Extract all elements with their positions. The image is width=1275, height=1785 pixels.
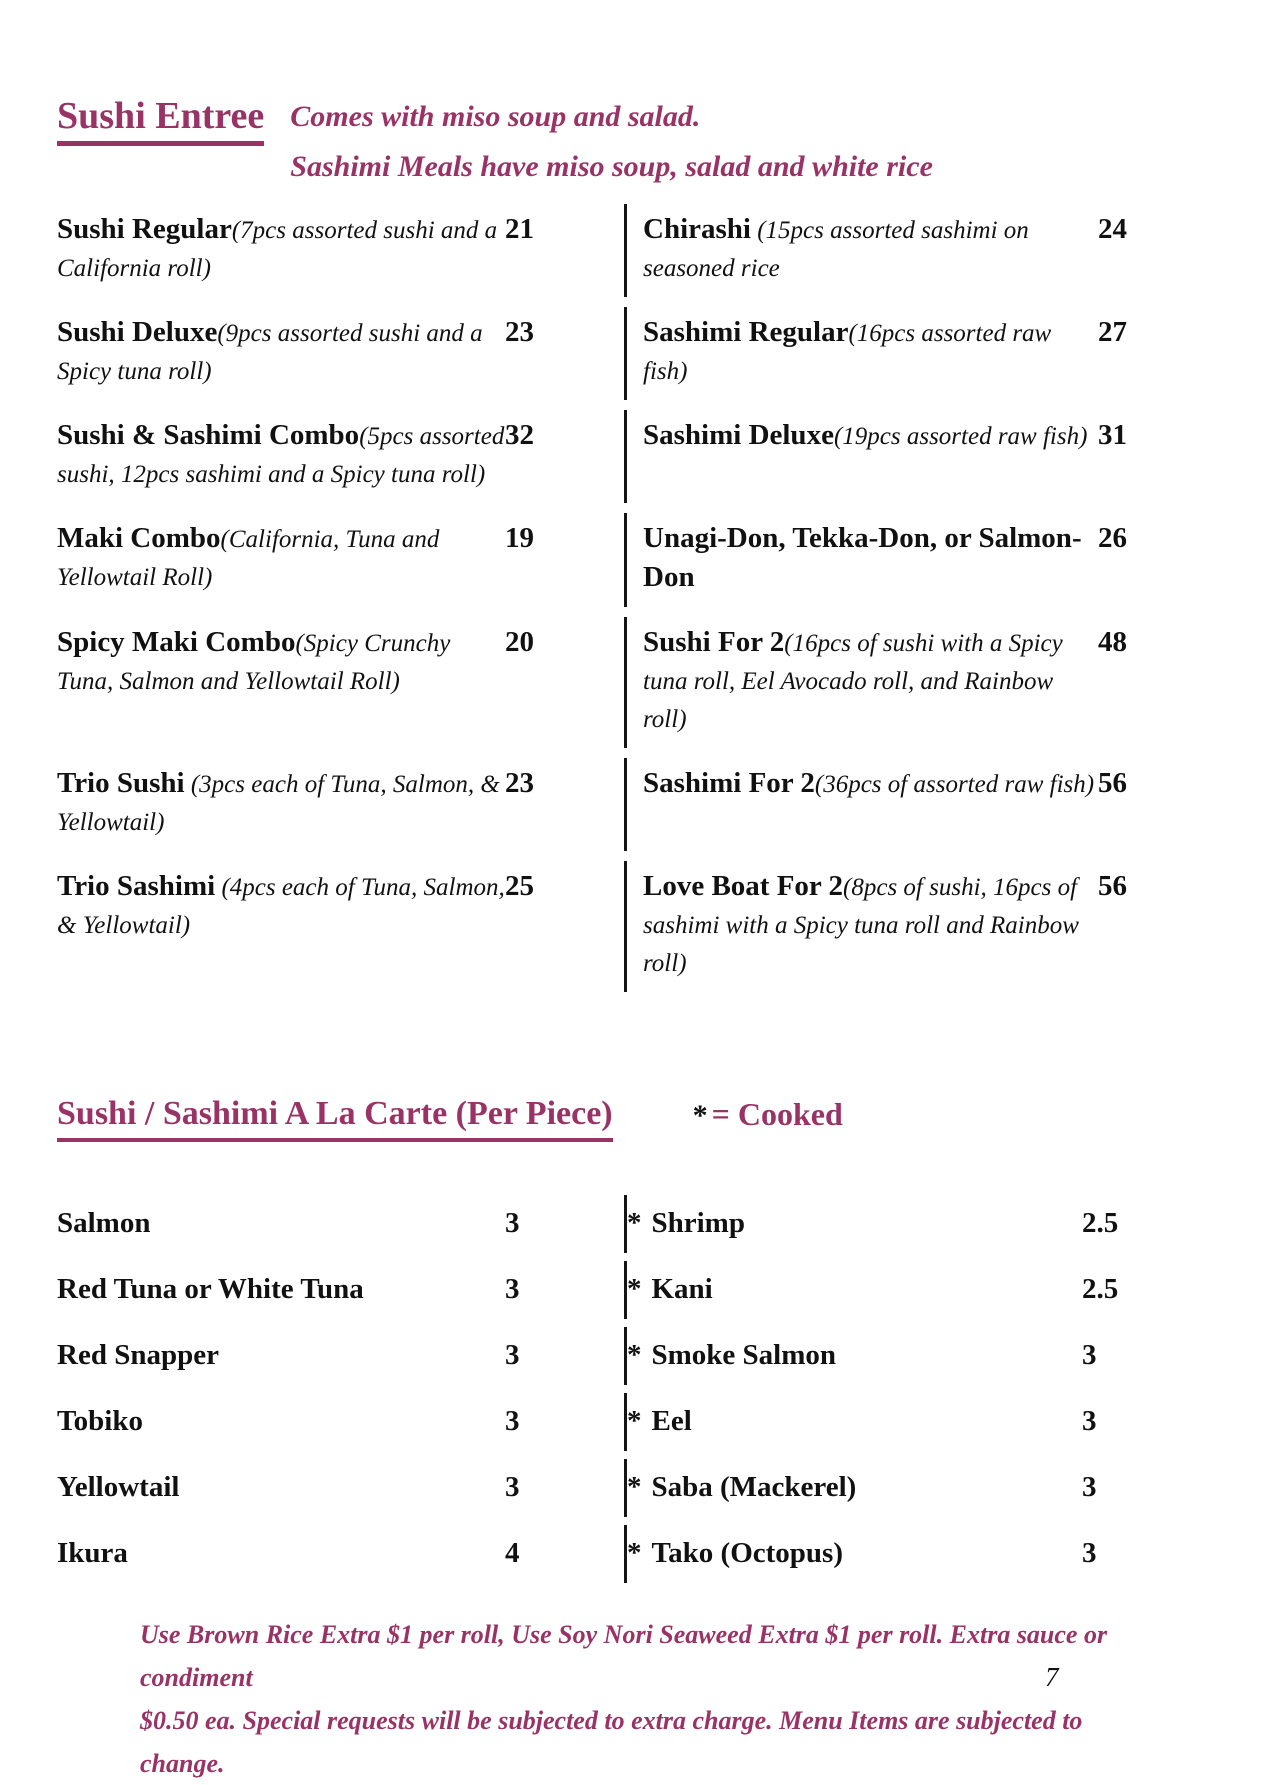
item-desc: (5pcs assorted sushi, 12pcs sashimi and a Spicy tuna roll)	[57, 423, 505, 488]
item-price: 2.5	[1082, 1207, 1119, 1239]
menu-item	[57, 1195, 624, 1253]
item-name: Sushi Regular	[57, 213, 232, 245]
item-price: 23	[505, 767, 534, 799]
cooked-star: *	[627, 1537, 642, 1569]
item-name: Tako (Octopus)	[651, 1537, 844, 1569]
item-price: 56	[1098, 767, 1127, 799]
cooked-star: *	[627, 1405, 642, 1437]
item-price: 21	[505, 213, 534, 245]
menu-item	[624, 1327, 1140, 1385]
cooked-star: *	[627, 1273, 642, 1305]
item-name: Trio Sashimi	[57, 870, 216, 902]
menu-item	[57, 1525, 624, 1583]
item-name: Yellowtail	[57, 1471, 180, 1503]
item-desc: (8pcs of sushi, 16pcs of sashimi with a Spicy tuna roll and Rainbow roll)	[643, 874, 1079, 977]
menu-item	[624, 204, 1140, 297]
item-name: Shrimp	[651, 1207, 745, 1239]
menu-item	[57, 204, 624, 297]
cooked-legend-text: = Cooked	[711, 1096, 843, 1132]
item-price: 19	[505, 522, 534, 554]
item-price: 23	[505, 316, 534, 348]
item-name: Sushi For 2	[643, 626, 785, 658]
item-name: Unagi-Don, Tekka-Don, or Salmon-Don	[643, 522, 1082, 593]
item-desc: (16pcs assorted raw fish)	[643, 320, 1052, 385]
item-price: 32	[505, 419, 534, 451]
item-name: Tobiko	[57, 1405, 143, 1437]
menu-item	[57, 861, 624, 992]
menu-item	[57, 758, 624, 851]
item-name: Sushi Deluxe	[57, 316, 218, 348]
item-desc: (15pcs assorted sashimi on seasoned rice	[643, 217, 1029, 282]
item-name: Sushi & Sashimi Combo	[57, 419, 360, 451]
page-number: 7	[1045, 1662, 1059, 1692]
item-price: 2.5	[1082, 1273, 1119, 1305]
cooked-star: *	[627, 1339, 642, 1371]
footer-note-line1: Use Brown Rice Extra $1 per roll, Use Soy Nori Seaweed Extra $1 per roll. Extra sauce or condiment	[140, 1620, 1108, 1692]
item-name: Eel	[651, 1405, 692, 1437]
menu-item	[57, 1327, 624, 1385]
item-name: Love Boat For 2	[643, 870, 844, 902]
menu-item	[624, 307, 1140, 400]
item-price: 25	[505, 870, 534, 902]
item-price: 31	[1098, 419, 1127, 451]
menu-item	[624, 1261, 1140, 1319]
menu-item	[624, 513, 1140, 607]
menu-item	[624, 758, 1140, 851]
menu-item	[57, 307, 624, 400]
item-desc: (3pcs each of Tuna, Salmon, & Yellowtail)	[57, 771, 500, 836]
item-name: Sashimi Deluxe	[643, 419, 834, 451]
item-desc: (Spicy Crunchy Tuna, Salmon and Yellowtail Roll)	[57, 630, 451, 695]
footer-note-line2: $0.50 ea. Special requests will be subjected to extra charge. Menu Items are subjected to change.	[140, 1706, 1083, 1778]
menu-item	[57, 1261, 624, 1319]
item-name: Ikura	[57, 1537, 128, 1569]
menu-item	[624, 1195, 1140, 1253]
item-desc: (California, Tuna and Yellowtail Roll)	[57, 526, 440, 591]
entree-subtitle-line2: Sashimi Meals have miso soup, salad and white rice	[290, 150, 933, 183]
cooked-star: *	[627, 1207, 642, 1239]
item-price: 4	[505, 1537, 520, 1569]
menu-item	[57, 1393, 624, 1451]
item-price: 3	[505, 1405, 520, 1437]
entree-subtitle	[290, 92, 933, 192]
menu-item	[57, 410, 624, 503]
item-price: 26	[1098, 522, 1127, 554]
item-price: 20	[505, 626, 534, 658]
cooked-legend	[693, 1092, 843, 1143]
item-name: Chirashi	[643, 213, 751, 245]
menu-item	[624, 1525, 1140, 1583]
item-price: 3	[505, 1207, 520, 1239]
item-price: 56	[1098, 870, 1127, 902]
item-price: 3	[1082, 1537, 1097, 1569]
item-name: Maki Combo	[57, 522, 221, 554]
item-name: Sashimi Regular	[643, 316, 849, 348]
item-desc: (4pcs each of Tuna, Salmon, & Yellowtail)	[57, 874, 505, 939]
item-price: 3	[505, 1471, 520, 1503]
footer-note	[57, 1613, 1140, 1785]
menu-item	[624, 617, 1140, 748]
item-desc: (16pcs of sushi with a Spicy tuna roll, Eel Avocado roll, and Rainbow roll)	[643, 630, 1063, 733]
item-price: 3	[1082, 1405, 1097, 1437]
menu-item	[57, 513, 624, 607]
item-desc: (36pcs of assorted raw fish)	[814, 771, 1095, 798]
item-name: Trio Sushi	[57, 767, 185, 799]
cooked-star: *	[627, 1471, 642, 1503]
section-title-sushi-entree: Sushi Entree	[57, 92, 264, 146]
item-name: Kani	[651, 1273, 713, 1305]
menu-item	[624, 410, 1140, 503]
item-price: 48	[1098, 626, 1127, 658]
item-name: Sashimi For 2	[643, 767, 815, 799]
item-name: Red Tuna or White Tuna	[57, 1273, 364, 1305]
entree-subtitle-line1: Comes with miso soup and salad.	[290, 100, 701, 133]
item-price: 24	[1098, 213, 1127, 245]
item-desc: (7pcs assorted sushi and a California roll)	[57, 217, 498, 282]
entree-menu-grid	[57, 204, 1140, 992]
item-price: 27	[1098, 316, 1127, 348]
item-price: 3	[1082, 1339, 1097, 1371]
cooked-star: *	[692, 1099, 708, 1132]
alacarte-menu-grid	[57, 1195, 1140, 1583]
item-price: 3	[505, 1339, 520, 1371]
menu-item	[57, 1459, 624, 1517]
menu-item	[624, 1459, 1140, 1517]
item-name: Smoke Salmon	[651, 1339, 837, 1371]
item-price: 3	[505, 1273, 520, 1305]
menu-item	[57, 617, 624, 748]
menu-item	[624, 1393, 1140, 1451]
item-name: Spicy Maki Combo	[57, 626, 296, 658]
item-price: 3	[1082, 1471, 1097, 1503]
item-name: Salmon	[57, 1207, 151, 1239]
alacarte-header	[57, 1092, 1140, 1143]
item-name: Red Snapper	[57, 1339, 219, 1371]
item-desc: (9pcs assorted sushi and a Spicy tuna roll)	[57, 320, 483, 385]
menu-item	[624, 861, 1140, 992]
entree-header	[57, 92, 1140, 192]
item-desc: (19pcs assorted raw fish)	[833, 423, 1088, 450]
item-name: Saba (Mackerel)	[651, 1471, 857, 1503]
section-title-alacarte: Sushi / Sashimi A La Carte (Per Piece)	[57, 1092, 613, 1142]
